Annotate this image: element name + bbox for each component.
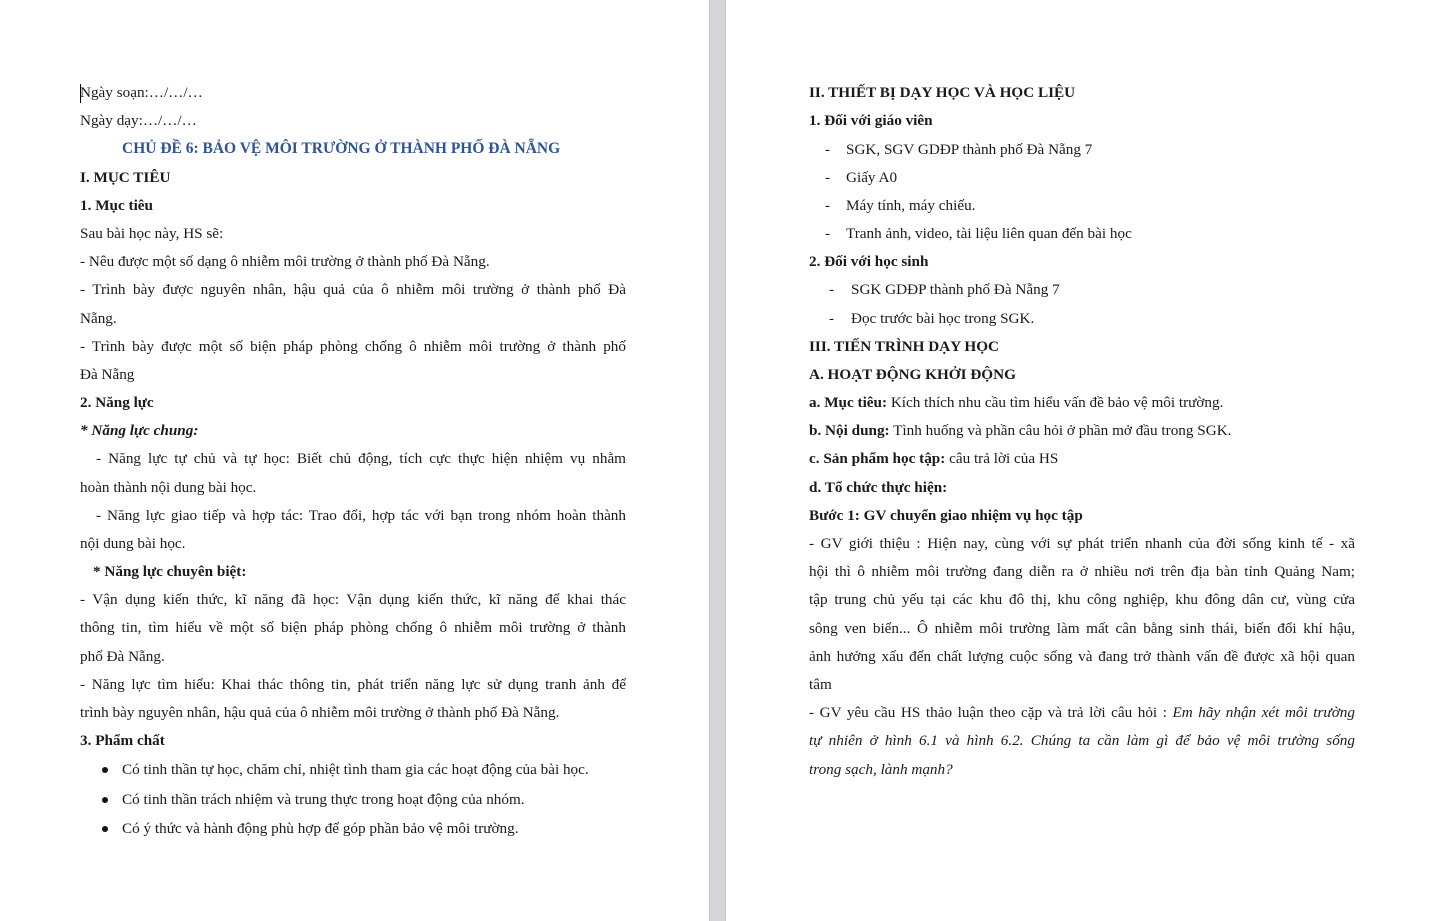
teacher-item: Tranh ảnh, video, tài liệu liên quan đến bài học: [846, 225, 1132, 242]
quality-bullet-item: Có tinh thần trách nhiệm và trung thực trong hoạt động của nhóm.: [122, 790, 525, 810]
competence-item: - Năng lực tự chủ và tự học: Biết chủ động, tích cực thực hiện nhiệm vụ nhằm: [96, 450, 626, 467]
competence-item: - Vận dụng kiến thức, kĩ năng đã học: Vận dụng kiến thức, kĩ năng để khai thác: [80, 591, 626, 608]
subheading-goals: 1. Mục tiêu: [80, 197, 153, 214]
subheading-competence: 2. Năng lực: [80, 394, 154, 411]
competence-item: - Năng lực giao tiếp và hợp tác: Trao đổi, hợp tác với bạn trong nhóm hoàn thành: [96, 507, 626, 524]
paragraph-line: tập trung chủ yếu tại các khu đô thị, khu công nghiệp, khu đông dân cư, vùng cửa: [809, 591, 1355, 608]
teacher-item: SGK, SGV GDĐP thành phố Đà Nẵng 7: [846, 141, 1093, 158]
question-line: trong sạch, lành mạnh?: [809, 761, 953, 778]
subheading-student: 2. Đối với học sinh: [809, 253, 929, 270]
teacher-item: Máy tính, máy chiếu.: [846, 197, 976, 214]
page-gutter: [709, 0, 726, 921]
activity-a-heading: A. HOẠT ĐỘNG KHỞI ĐỘNG: [809, 366, 1016, 383]
goal-item: - Nêu được một số dạng ô nhiễm môi trường ở thành phố Đà Nẵng.: [80, 253, 490, 270]
quality-bullet-item: Có ý thức và hành động phù hợp để góp phần bảo vệ môi trường.: [122, 819, 519, 839]
dash-marker: -: [825, 141, 831, 158]
goal-item: - Trình bày được một số biện pháp phòng chống ô nhiễm môi trường ở thành phố: [80, 338, 626, 355]
competence-item-cont: nội dung bài học.: [80, 535, 186, 552]
paragraph-line: ảnh hưởng xấu đến chất lượng cuộc sống và đang trở thành vấn đề được xã hội quan: [809, 648, 1355, 665]
goal-item-cont: Nẵng.: [80, 310, 117, 327]
goal-item-cont: Đà Nẵng: [80, 366, 135, 383]
step1-heading: Bước 1: GV chuyển giao nhiệm vụ học tập: [809, 507, 1083, 524]
specific-competence-heading: * Năng lực chuyên biệt:: [93, 563, 247, 580]
goal-item: - Trình bày được nguyên nhân, hậu quả của ô nhiễm môi trường ở thành phố Đà: [80, 281, 626, 298]
competence-item-cont: phố Đà Nẵng.: [80, 648, 165, 665]
dash-marker: -: [825, 169, 831, 186]
dash-marker: -: [825, 197, 831, 214]
student-item: SGK GDĐP thành phố Đà Nẵng 7: [851, 281, 1060, 298]
question-line: tự nhiên ở hình 6.1 và hình 6.2. Chúng ta cần làm gì để bảo vệ môi trường sống: [809, 732, 1355, 749]
dash-marker: -: [829, 310, 835, 327]
teacher-item: Giấy A0: [846, 169, 898, 186]
question-line: - GV yêu cầu HS thảo luận theo cặp và trả lời câu hỏi : Em hãy nhận xét môi trường: [809, 704, 1355, 721]
date-taught: Ngày dạy:…/…/…: [80, 112, 197, 129]
section-heading-process: III. TIẾN TRÌNH DẠY HỌC: [809, 338, 1000, 355]
competence-item: - Năng lực tìm hiểu: Khai thác thông tin, phát triển năng lực sử dụng tranh ảnh để: [80, 676, 626, 693]
bullet-icon: [102, 826, 108, 832]
topic-title: CHỦ ĐỀ 6: BẢO VỆ MÔI TRƯỜNG Ở THÀNH PHỐ ĐÀ NẴNG: [122, 140, 561, 157]
bullet-icon: [102, 767, 108, 773]
product-line: c. Sản phẩm học tập: câu trả lời của HS: [809, 450, 1059, 467]
objective-line: a. Mục tiêu: Kích thích nhu cầu tìm hiểu vấn đề bảo vệ môi trường.: [809, 394, 1224, 411]
section-heading-equipment: II. THIẾT BỊ DẠY HỌC VÀ HỌC LIỆU: [809, 84, 1076, 101]
organization-heading: d. Tổ chức thực hiện:: [809, 479, 948, 496]
intro-text: Sau bài học này, HS sẽ:: [80, 225, 224, 242]
bullet-icon: [102, 797, 108, 803]
competence-item-cont: hoàn thành nội dung bài học.: [80, 479, 257, 496]
paragraph-line: - GV giới thiệu : Hiện nay, cùng với sự phát triển nhanh của đời sống kinh tế - xã: [809, 535, 1355, 552]
general-competence-heading: * Năng lực chung:: [80, 422, 199, 439]
competence-item-cont: trình bày nguyên nhân, hậu quả của ô nhiễm môi trường ở thành phố Đà Nẵng.: [80, 704, 560, 721]
dash-marker: -: [825, 225, 831, 242]
date-prepared: Ngày soạn:…/…/…: [80, 84, 203, 101]
quality-bullet-item: Có tinh thần tự học, chăm chỉ, nhiệt tình tham gia các hoạt động của bài học.: [122, 760, 589, 780]
paragraph-line: tâm: [809, 676, 832, 693]
content-line: b. Nội dung: Tình huống và phần câu hỏi ở phần mở đầu trong SGK.: [809, 422, 1232, 439]
paragraph-line: hội thì ô nhiễm môi trường đang diễn ra ở nhiều nơi trên địa bàn tỉnh Quảng Nam;: [809, 563, 1355, 580]
section-heading-objectives: I. MỤC TIÊU: [80, 169, 171, 186]
student-item: Đọc trước bài học trong SGK.: [851, 310, 1035, 327]
dash-marker: -: [829, 281, 835, 298]
subheading-qualities: 3. Phẩm chất: [80, 732, 165, 749]
competence-item-cont: thông tin, tìm hiểu về một số biện pháp phòng chống ô nhiễm môi trường ở thành: [80, 619, 626, 636]
subheading-teacher: 1. Đối với giáo viên: [809, 112, 933, 129]
paragraph-line: sông ven biển... Ô nhiễm môi trường làm mất cân bằng sinh thái, biến đổi khí hậu,: [809, 620, 1355, 637]
